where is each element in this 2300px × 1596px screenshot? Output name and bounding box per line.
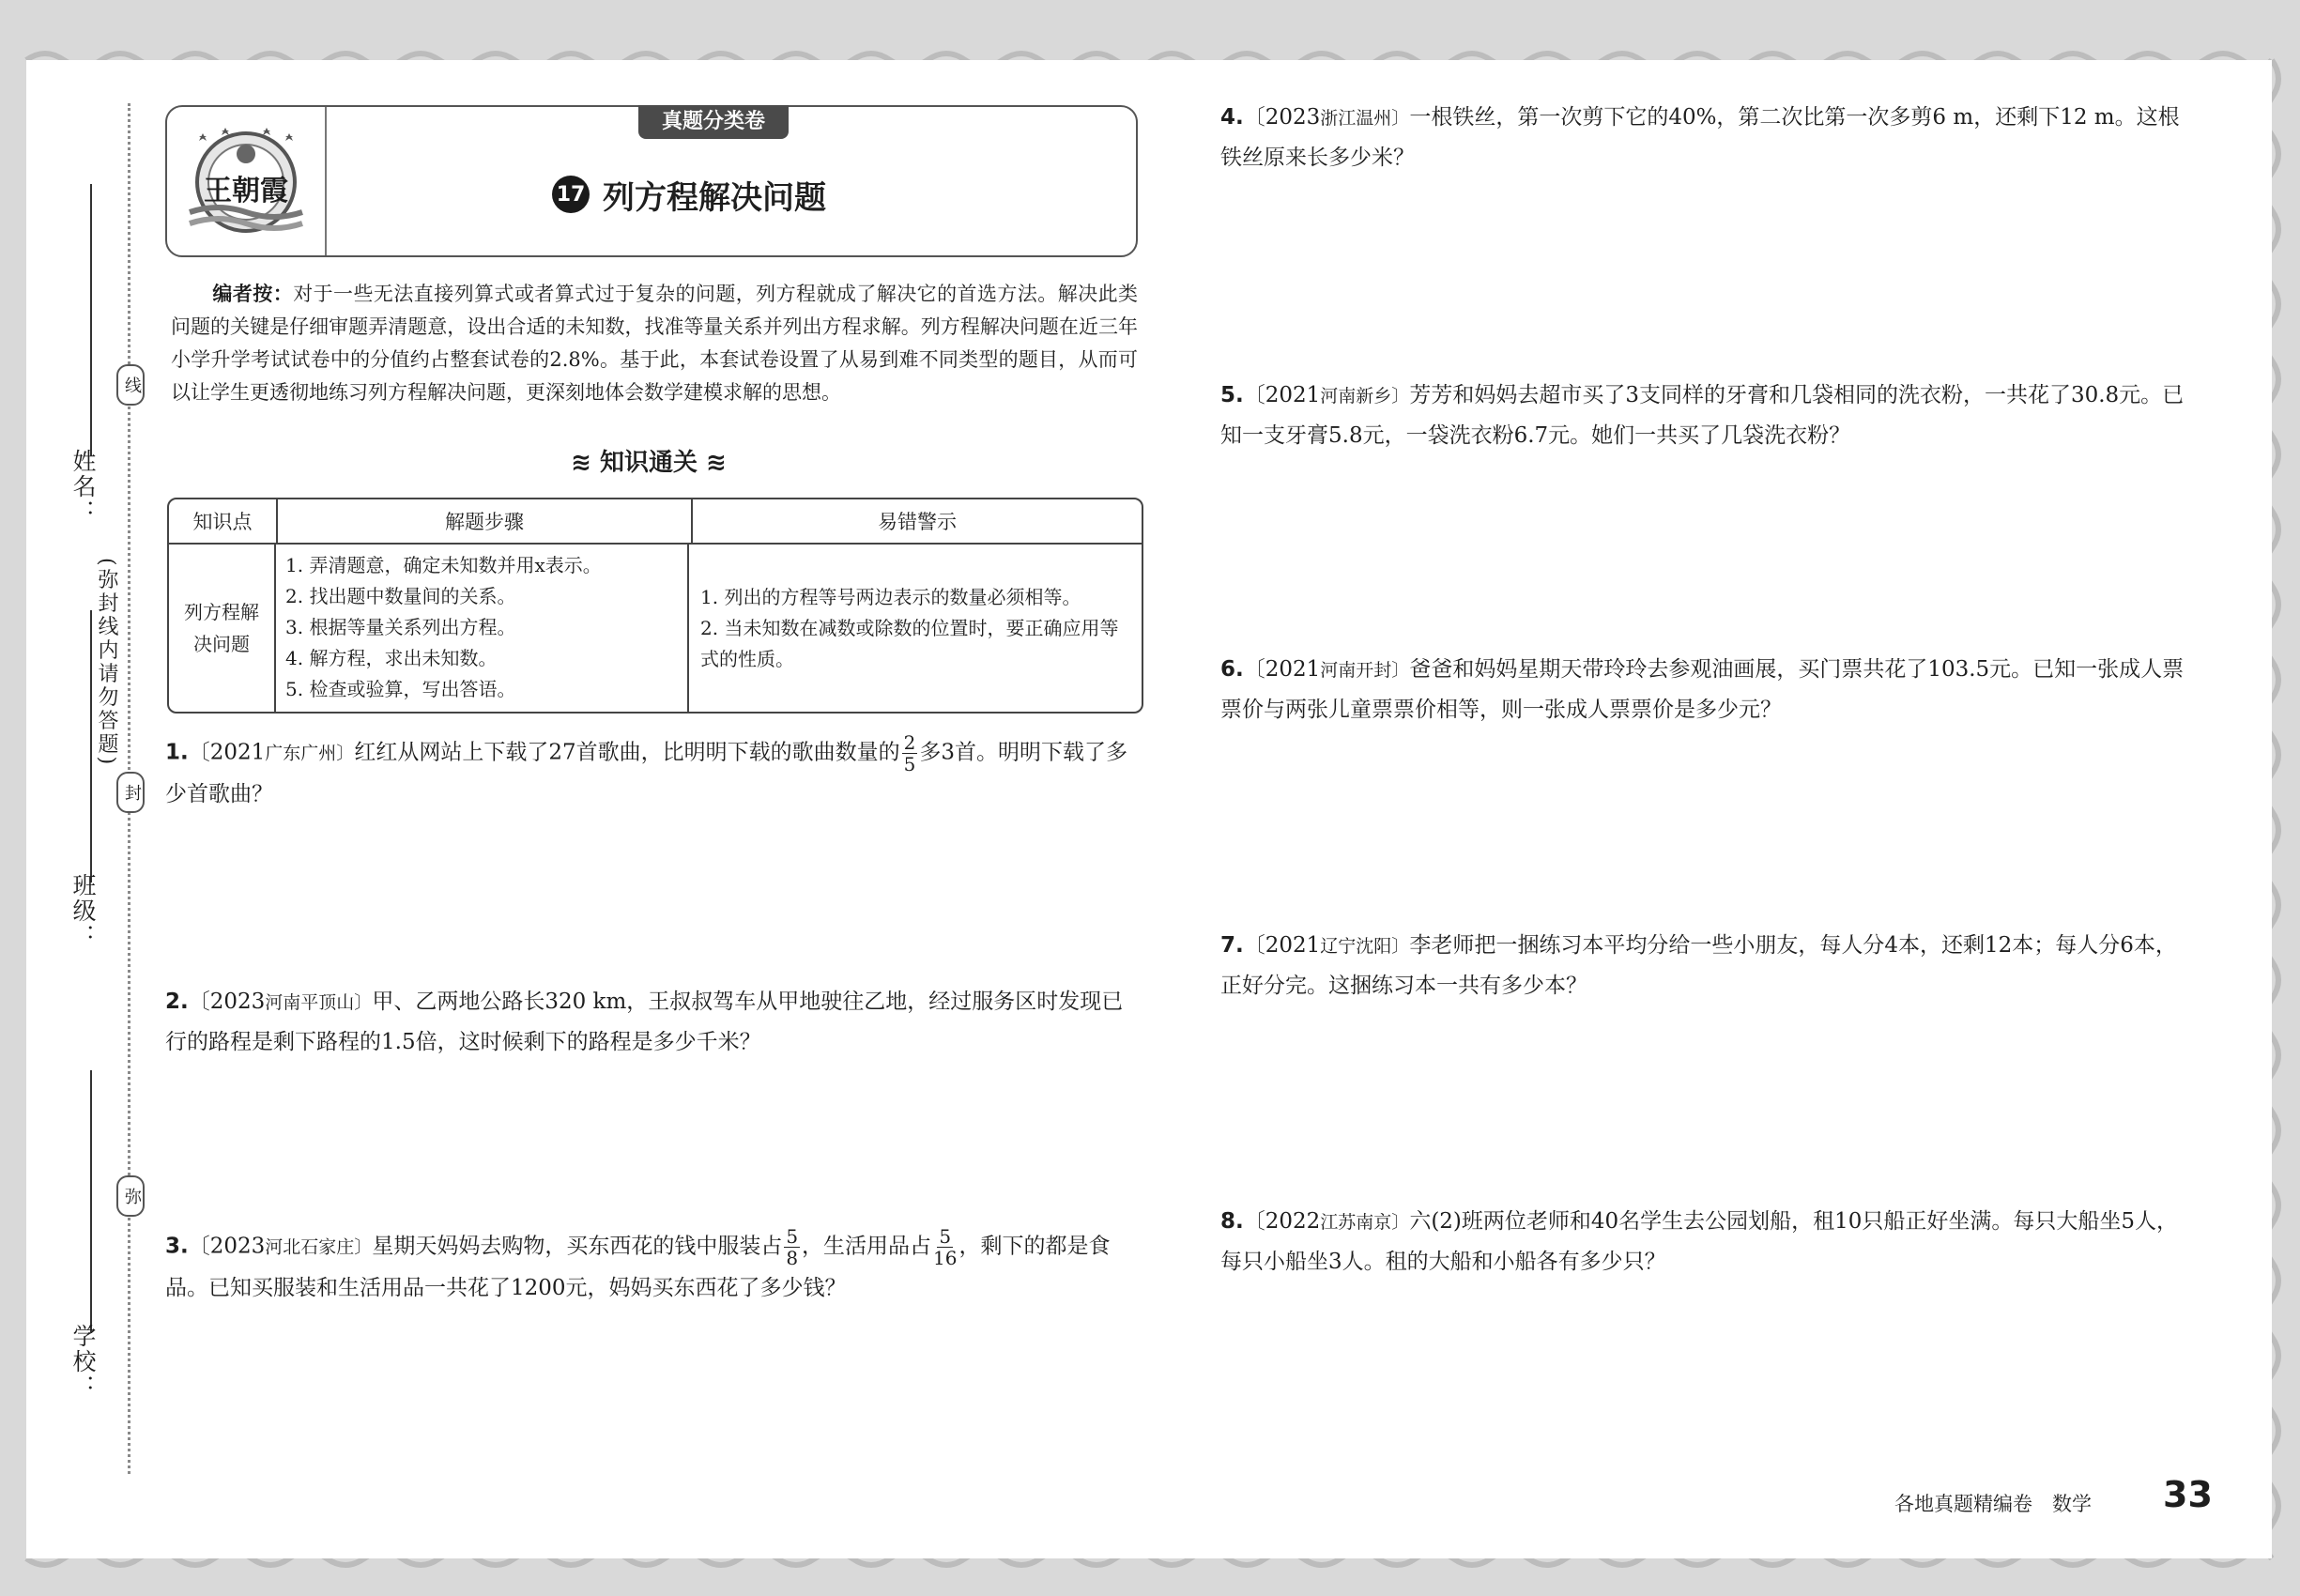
question-text: 爸爸和妈妈星期天带玲玲去参观油画展，买门票共花了103.5元。已知一张成人票票价与两张儿童票票价相等，则一张成人票票价是多少元？ — [1220, 657, 2185, 722]
question-source: 河南平顶山〕 — [265, 992, 373, 1013]
question-source: 河南开封〕 — [1320, 660, 1410, 681]
step-item: 1. 弄清题意，确定未知数并用x表示。 — [285, 554, 602, 576]
question-year: 〔2021 — [1243, 383, 1321, 407]
editor-note-lead: 编者按： — [212, 283, 294, 305]
question-number: 8. — [1220, 1209, 1244, 1234]
title-number: 17 — [552, 176, 590, 213]
warnings-cell — [689, 545, 1142, 712]
school-underline — [90, 1070, 92, 1333]
name-underline — [90, 184, 92, 456]
question-number: 3. — [165, 1234, 189, 1259]
question-year: 〔2023 — [188, 1234, 266, 1259]
warning-item: 1. 列出的方程等号两边表示的数量必须相等。 — [700, 586, 1081, 608]
question-year: 〔2022 — [1243, 1209, 1321, 1234]
editor-note-text: 对于一些无法直接列算式或者算式过于复杂的问题，列方程就成了解决它的首选方法。解决此类问题的关键是仔细审题弄清题意，设出合适的未知数，找准等量关系并列出方程求解。列方程解决问题在近三年小学升学考试试卷中的分值约占整套试卷的2.8%。基于此，本套试卷设置了从易到难不同类型的题目，从而可以让学生更透彻地练习列方程解决问题，更深刻地体会数学建模求解的思想。 — [171, 283, 1139, 404]
header-point: 知识点 — [169, 499, 278, 543]
question-year: 〔2023 — [1243, 105, 1321, 130]
fraction-numerator: 2 — [903, 731, 916, 754]
knowledge-section-title: ≋ 知识通关 ≋ — [571, 449, 727, 477]
question-text: 李老师把一捆练习本平均分给一些小朋友，每人分4本，还剩12本；每人分6本，正好分完。这捆练习本一共有多少本？ — [1220, 933, 2177, 998]
fraction-denominator: 8 — [786, 1247, 799, 1269]
question-source: 浙江温州〕 — [1320, 108, 1410, 129]
fraction — [784, 1226, 800, 1268]
step-item: 3. 根据等量关系列出方程。 — [285, 616, 516, 638]
question-number: 7. — [1220, 933, 1244, 958]
fraction — [933, 1226, 957, 1268]
editor-note — [171, 278, 1138, 409]
question-number: 2. — [165, 990, 189, 1014]
question-number: 4. — [1220, 105, 1244, 130]
question-year: 〔2021 — [188, 740, 266, 765]
header-box — [165, 105, 1138, 257]
page-number: 33 — [2163, 1474, 2213, 1515]
question-text: 多3首。明明下载了多少首歌曲？ — [165, 740, 1127, 806]
header-steps: 解题步骤 — [278, 499, 693, 543]
table-row — [169, 545, 1142, 712]
fraction-numerator: 5 — [786, 1225, 799, 1248]
question-5 — [1220, 376, 2193, 455]
warning-item: 2. 当未知数在减数或除数的位置时，要正确应用等式的性质。 — [700, 617, 1119, 670]
question-text: 星期天妈妈去购物，买东西花的钱中服装占 — [372, 1234, 783, 1259]
question-number: 6. — [1220, 657, 1244, 682]
step-item: 4. 解方程，求出未知数。 — [285, 647, 498, 669]
class-label: 班级： — [69, 873, 97, 949]
question-text: ，剩下的都是食品。已知买服装和生活用品一共花了1200元，妈妈买东西花了多少钱？ — [165, 1234, 1111, 1300]
question-year: 〔2023 — [188, 990, 266, 1014]
step-item: 2. 找出题中数量间的关系。 — [285, 585, 516, 607]
fraction-denominator: 5 — [903, 753, 916, 775]
paper-type-tab: 真题分类卷 — [638, 105, 789, 139]
logo-cell — [167, 107, 327, 255]
knowledge-table — [167, 498, 1143, 714]
question-2 — [165, 982, 1138, 1062]
question-source: 辽宁沈阳〕 — [1320, 936, 1410, 957]
tag-xian: 线 — [116, 364, 145, 406]
question-3 — [165, 1226, 1138, 1308]
steps-cell — [276, 545, 689, 712]
question-7 — [1220, 926, 2193, 1005]
tag-mi: 弥 — [116, 1175, 145, 1217]
page-title — [552, 171, 826, 218]
fraction-numerator: 5 — [939, 1225, 952, 1248]
question-year: 〔2021 — [1243, 657, 1321, 682]
question-1 — [165, 732, 1138, 814]
question-8 — [1220, 1202, 2193, 1281]
step-item: 5. 检查或验算，写出答语。 — [285, 678, 516, 700]
name-label: 姓名： — [69, 449, 97, 525]
question-4 — [1220, 98, 2193, 177]
footer-title: 各地真题精编卷 数学 — [1894, 1493, 2092, 1515]
question-text: 六(2)班两位老师和40名学生去公园划船，租10只船正好坐满。每只大船坐5人，每只小船坐3人。租的大船和小船各有多少只？ — [1220, 1209, 2179, 1274]
question-source: 广东广州〕 — [265, 743, 355, 764]
question-text: 芳芳和妈妈去超市买了3支同样的牙膏和几袋相同的洗衣粉，一共花了30.8元。已知一支牙膏5.8元，一袋洗衣粉6.7元。她们一共买了几袋洗衣粉？ — [1220, 383, 2185, 448]
question-text: ，生活用品占 — [802, 1234, 932, 1259]
question-source: 江苏南京〕 — [1320, 1212, 1410, 1233]
title-text: 列方程解决问题 — [603, 178, 826, 217]
question-6 — [1220, 650, 2193, 729]
point-cell: 列方程解决问题 — [169, 545, 276, 712]
table-header — [169, 499, 1142, 545]
tag-feng: 封 — [116, 772, 145, 813]
question-source: 河南新乡〕 — [1320, 386, 1410, 407]
header-warnings: 易错警示 — [878, 511, 957, 533]
logo-text: 王朝霞 — [204, 175, 288, 207]
school-label: 学校： — [69, 1324, 97, 1400]
question-year: 〔2021 — [1243, 933, 1321, 958]
fraction-denominator: 16 — [933, 1247, 958, 1269]
question-number: 5. — [1220, 383, 1244, 407]
question-text: 甲、乙两地公路长320 km，王叔叔驾车从甲地驶往乙地，经过服务区时发现已行的路程是剩下路程的1.5倍，这时候剩下的路程是多少千米？ — [165, 990, 1124, 1054]
question-number: 1. — [165, 740, 189, 765]
fraction — [902, 732, 918, 775]
question-text: 一根铁丝，第一次剪下它的40%，第二次比第一次多剪6 m，还剩下12 m。这根铁丝原来长多少米？ — [1220, 105, 2180, 170]
seal-note: (弥封线内请勿答题) — [95, 558, 118, 768]
question-source: 河北石家庄〕 — [265, 1236, 373, 1258]
question-text: 红红从网站上下载了27首歌曲，比明明下载的歌曲数量的 — [354, 740, 900, 765]
